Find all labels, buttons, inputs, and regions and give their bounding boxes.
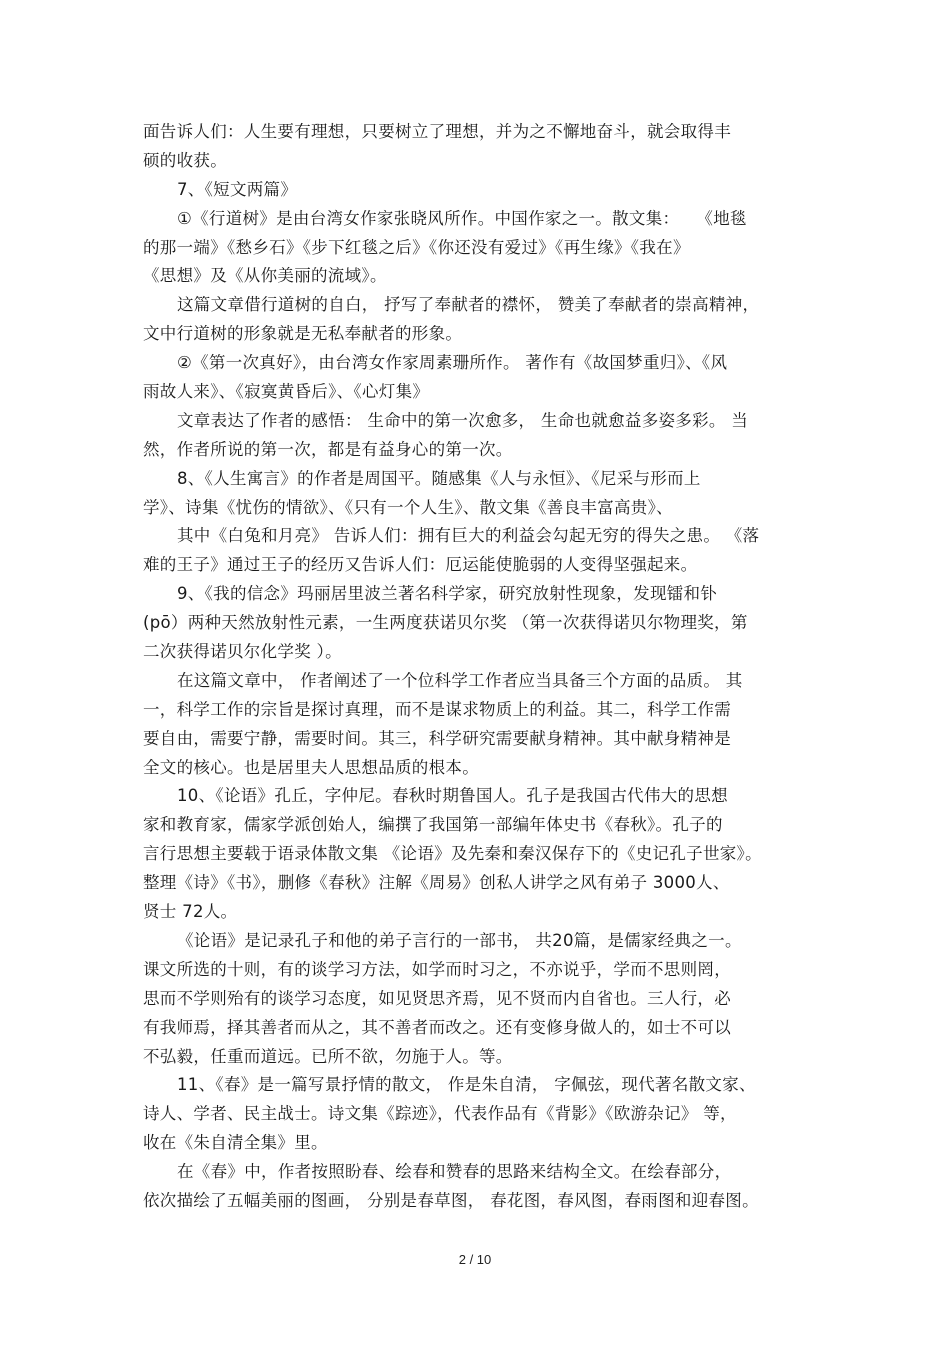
text-line: 家和教育家，儒家学派创始人，编撰了我国第一部编年体史书《春秋》。孔子的	[143, 815, 723, 835]
text-line: 诗人、学者、民主战士。诗文集《踪迹》，代表作品有《背影》《欧游杂记》 等，	[143, 1104, 737, 1124]
text-line: 的那一端》《愁乡石》《步下红毯之后》《你还没有爱过》《再生缘》《我在》	[143, 237, 690, 257]
text-line: ①《行道树》是由台湾女作家张晓风所作。中国作家之一。散文集： 《地毯	[177, 208, 747, 228]
text-line: 贤士 72人。	[143, 902, 238, 922]
text-line: 有我师焉，择其善者而从之，其不善者而改之。还有变修身做人的，如士不可以	[143, 1017, 731, 1037]
text-line: 9、《我的信念》玛丽居里波兰著名科学家，研究放射性现象，发现镭和钋	[177, 584, 718, 604]
text-line: 全文的核心。也是居里夫人思想品质的根本。	[143, 757, 479, 777]
text-line: 学》、诗集《忧伤的情欲》、《只有一个人生》、散文集《善良丰富高贵》、	[143, 497, 673, 517]
text-line: 面告诉人们：人生要有理想，只要树立了理想，并为之不懈地奋斗，就会取得丰	[143, 122, 731, 141]
text-line: ②《第一次真好》，由台湾女作家周素珊所作。 著作有《故国梦重归》、《风	[177, 353, 728, 373]
text-line: 文章表达了作者的感悟： 生命中的第一次愈多， 生命也就愈益多姿多彩。 当	[177, 410, 749, 430]
text-line: 在这篇文章中， 作者阐述了一个位科学工作者应当具备三个方面的品质。 其	[177, 670, 743, 690]
text-line: 文中行道树的形象就是无私奉献者的形象。	[143, 324, 463, 344]
text-line: 整理《诗》《书》，删修《春秋》注解《周易》创私人讲学之风有弟子 3000人、	[143, 873, 730, 893]
text-line: 硕的收获。	[143, 150, 227, 170]
text-line: 其中《白兔和月亮》 告诉人们：拥有巨大的利益会勾起无穷的得失之患。 《落	[177, 526, 760, 546]
document-body	[143, 118, 808, 1216]
text-line: 在《春》中，作者按照盼春、绘春和赞春的思路来结构全文。在绘春部分，	[177, 1162, 732, 1182]
text-line: 不弘毅，任重而道远。已所不欲，勿施于人。等。	[143, 1046, 513, 1066]
text-line: 7、《短文两篇》	[177, 179, 298, 199]
text-line: 难的王子》通过王子的经历又告诉人们：厄运能使脆弱的人变得坚强起来。	[143, 555, 698, 575]
text-line: 8、《人生寓言》的作者是周国平。随感集《人与永恒》、《尼采与形而上	[177, 468, 701, 488]
text-line: 这篇文章借行道树的自白， 抒写了奉献者的襟怀， 赞美了奉献者的崇高精神，	[177, 295, 760, 315]
text-line: 要自由，需要宁静，需要时间。其三，科学研究需要献身精神。其中献身精神是	[143, 728, 731, 748]
text-line: 一，科学工作的宗旨是探讨真理，而不是谋求物质上的利益。其二，科学工作需	[143, 699, 731, 719]
text-line: 雨故人来》、《寂寞黄昏后》、《心灯集》	[143, 382, 430, 402]
text-line: 思而不学则殆有的谈学习态度，如见贤思齐焉，见不贤而内自省也。三人行，必	[143, 988, 731, 1008]
text-line: 言行思想主要载于语录体散文集 《论语》及先秦和秦汉保存下的《史记孔子世家》。	[143, 844, 762, 864]
text-line: 二次获得诺贝尔化学奖 ）。	[143, 642, 342, 662]
text-line: 依次描绘了五幅美丽的图画， 分别是春草图， 春花图，春风图，春雨图和迎春图。	[143, 1190, 759, 1210]
text-line: 《论语》是记录孔子和他的弟子言行的一部书， 共20篇，是儒家经典之一。	[177, 930, 742, 950]
text-line: 收在《朱自清全集》里。	[143, 1133, 328, 1153]
page-number: 2 / 10	[458, 1252, 492, 1267]
text-line: 10、《论语》孔丘，字仲尼。春秋时期鲁国人。孔子是我国古代伟大的思想	[177, 786, 728, 806]
text-line: 《思想》及《从你美丽的流域》。	[143, 266, 387, 286]
text-line: 然，作者所说的第一次，都是有益身心的第一次。	[143, 439, 513, 459]
text-line: (pō）两种天然放射性元素，一生两度获诺贝尔奖 （第一次获得诺贝尔物理奖，第	[143, 613, 748, 633]
text-line: 课文所选的十则，有的谈学习方法，如学而时习之，不亦说乎，学而不思则罔，	[143, 959, 731, 979]
text-line: 11、《春》是一篇写景抒情的散文， 作是朱自清， 字佩弦，现代著名散文家、	[177, 1075, 756, 1095]
